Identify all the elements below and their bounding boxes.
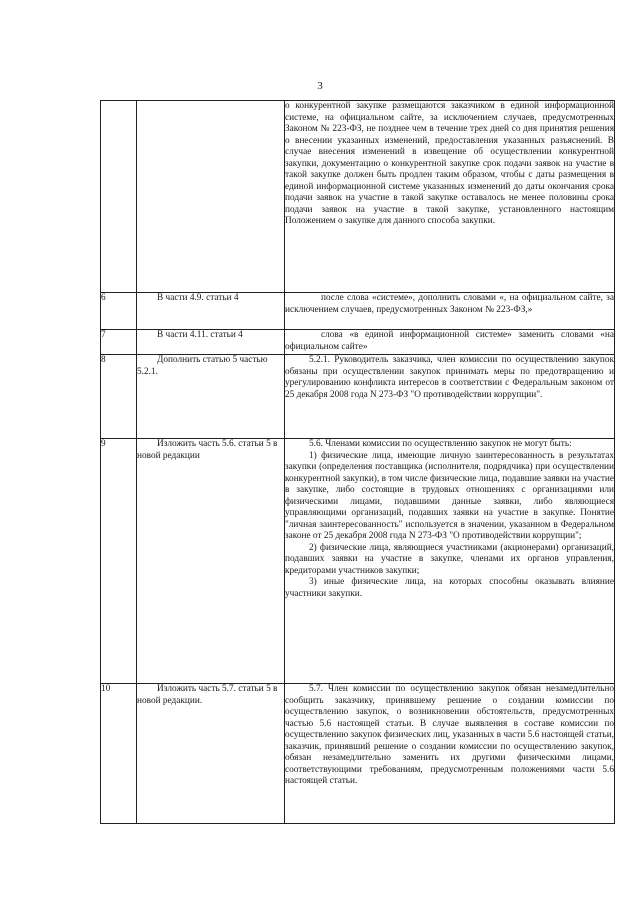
table-row <box>101 355 615 439</box>
amendment-location: Дополнить статью 5 частью 5.2.1. <box>137 355 285 439</box>
table-row <box>101 684 615 824</box>
amendment-paragraph: 5.6. Членами комиссии по осуществлению закупок не могут быть: <box>309 439 572 449</box>
table-row <box>101 101 615 293</box>
amendment-location: В части 4.11. статьи 4 <box>137 330 285 355</box>
row-number: 9 <box>101 439 137 684</box>
amendment-text <box>285 101 615 293</box>
amendment-location <box>137 101 285 293</box>
amendment-location: Изложить часть 5.7. статьи 5 в новой редакции. <box>137 684 285 824</box>
amendment-location: Изложить часть 5.6. статьи 5 в новой редакции <box>137 439 285 684</box>
amendment-paragraph: после слова «системе», дополнить словами «, на официальном сайте, за исключением случаев, предусмотренных Законом № 223-ФЗ,» <box>285 293 614 315</box>
amendment-text <box>285 355 615 439</box>
amendment-paragraph: 3) иные физические лица, на которых способны оказывать влияние участники закупки. <box>285 577 614 599</box>
amendment-paragraph: 5.7. Член комиссии по осуществлению закупок обязан незамедлительно сообщить заказчику, принявшему решение о создании комиссии по осуществлению закупок, о возникновении обстоятельств, предусмотренных частью 5.6 настоящей статьи. В случае выявления в составе комиссии по осуществлению закупок физических лиц, указанных в части 5.6 настоящей статьи, заказчик, принявший решение о создании комиссии по осуществлению закупок, обязан незамедлительно заменить их другими физическими лицами, соответствующими требованиям, предусмотренным положениями части 5.6 настоящей статьи. <box>285 684 614 786</box>
amendment-text <box>285 439 615 684</box>
table-row <box>101 293 615 330</box>
page-number: 3 <box>317 80 323 92</box>
table-row <box>101 330 615 355</box>
row-number: 8 <box>101 355 137 439</box>
amendment-text <box>285 684 615 824</box>
row-number: 10 <box>101 684 137 824</box>
amendments-table <box>100 100 615 824</box>
table-row <box>101 439 615 684</box>
amendment-paragraph: 5.2.1. Руководитель заказчика, член комиссии по осуществлению закупок обязаны при осуществлении закупок принимать меры по предотвращению и урегулированию конфликта интересов в соответствии с Федеральным законом от 25 декабря 2008 года N 273-ФЗ "О противодействии коррупции". <box>285 355 614 400</box>
amendment-paragraph: слова «в единой информационной системе» заменить словами «на официальном сайте» <box>285 330 614 352</box>
amendment-location: В части 4.9. статьи 4 <box>137 293 285 330</box>
amendment-text <box>285 330 615 355</box>
amendment-paragraph: о конкурентной закупке размещаются заказчиком в единой информационной системе, на официальном сайте, за исключением случаев, предусмотренных Законом № 223-ФЗ, не позднее чем в течение трех дней со дня принятия решения о внесении указанных изменений, предоставления указанных разъяснений. В случае внесения изменений в извещение об осуществлении конкурентной закупки, документацию о конкурентной закупке срок подачи заявок на участие в такой закупке должен быть продлен таким образом, чтобы с даты размещения в единой информационной системе указанных изменений до даты окончания срока подачи заявок на участие в такой закупке оставалось не менее половины срока подачи заявок на участие в такой закупке, установленного настоящим Положением о закупке для данного способа закупки. <box>285 101 614 226</box>
amendment-paragraph: 2) физические лица, являющиеся участниками (акционерами) организаций, подавших заявки на участие в закупке, членами их органов управления, кредиторами участников закупки; <box>285 542 614 576</box>
row-number: 6 <box>101 293 137 330</box>
row-number <box>101 101 137 293</box>
amendment-paragraph: 1) физические лица, имеющие личную заинтересованность в результатах закупки (определения поставщика (исполнителя, подрядчика) при осуществлении конкурентной закупки), в том числе физические лица, подавшие заявки на участие в закупке, либо состоящие в трудовых отношениях с организациями или физическими лицами, подавшими данные заявки, либо являющиеся управляющими организаций, подавших заявки на участие в закупке. Понятие "личная заинтересованность" используется в значении, указанном в Федеральном законе от 25 декабря 2008 года N 273-ФЗ "О противодействии коррупции"; <box>285 450 614 541</box>
row-number: 7 <box>101 330 137 355</box>
amendment-text <box>285 293 615 330</box>
